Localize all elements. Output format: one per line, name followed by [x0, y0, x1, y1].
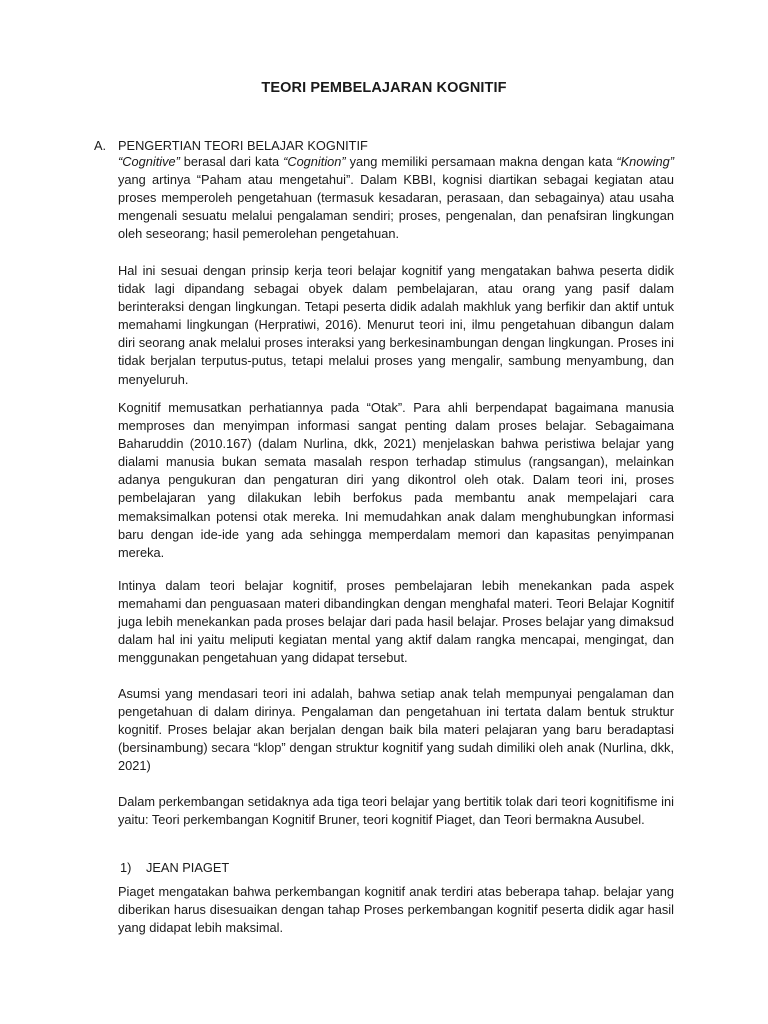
paragraph-text: yang artinya “Paham atau mengetahui”. Dalam KBBI, kognisi diartikan sebagai kegiatan atau proses memperoleh pengetahuan (termasuk kesadaran, perasaan, dan sebagainya) atau usaha mengenali sesuatu melalui pengalaman sendiri; proses, pengenalan, dan penafsiran lingkungan oleh seseorang; hasil pemerolehan pengetahuan.: [118, 172, 674, 242]
paragraph-brain: Kognitif memusatkan perhatiannya pada “Otak”. Para ahli berpendapat bagaimana manusia memproses dan menyimpan informasi sangat penting dalam proses belajar. Sebagaimana Baharuddin (2010.167) (dalam Nurlina, dkk, 2021) menjelaskan bahwa peristiwa belajar yang dialami manusia bukan semata masalah respon terhadap stimulus (rangsangan), melainkan adanya pengukuran dan pengaturan diri yang dikontrol oleh otak. Dalam teori ini, proses pembelajaran yang dilakukan lebih berfokus pada membantu anak mempelajari cara memaksimalkan potensi otak mereka. Ini memudahkan anak dalam menghubungkan informasi baru dengan ide-ide yang ada sehingga memperdalam memori dan kapasitas penyimpanan mereka.: [118, 400, 674, 560]
subheading-label: JEAN PIAGET: [146, 860, 230, 875]
paragraph-principle: Hal ini sesuai dengan prinsip kerja teori belajar kognitif yang mengatakan bahwa peserta didik tidak lagi dipandang sebagai obyek dalam pembelajaran, atau orang yang pasif dalam berinteraksi dengan lingkungan. Tetapi peserta didik adalah makhluk yang berfikir dan aktif untuk memahami lingkungan (Herpratiwi, 2016). Menurut teori ini, ilmu pengetahuan dibangun dalam diri seorang anak melalui proses interaksi yang berkesinambungan dengan lingkungan. Proses ini tidak berjalan terputus-putus, tetapi melalui proses yang mengalir, sambung menyambung, dan menyeluruh.: [118, 263, 674, 387]
paragraph-text: berasal dari kata: [179, 154, 284, 169]
subheading-number: 1): [120, 860, 132, 875]
section-letter: A.: [94, 138, 107, 153]
term-cognitive: “Cognitive”: [118, 154, 180, 169]
term-cognition: “Cognition”: [283, 154, 346, 169]
subheading-jean-piaget: [120, 859, 229, 877]
paragraph-essence: Intinya dalam teori belajar kognitif, proses pembelajaran lebih menekankan pada aspek memahami dan penguasaan materi dibandingkan dengan menghafal materi. Teori Belajar Kognitif juga lebih menekankan pada proses belajar dari pada hasil belajar. Proses belajar yang dimaksud dalam hal ini yaitu meliputi kegiatan mental yang aktif dalam rangka mencapai, mengingat, dan menggunakan pengetahuan yang didapat tersebut.: [118, 578, 674, 666]
paragraph-definition: [118, 153, 674, 243]
paragraph-assumption: Asumsi yang mendasari teori ini adalah, bahwa setiap anak telah mempunyai pengalaman dan pengetahuan di dalam dirinya. Pengalaman dan pengetahuan ini tertata dalam bentuk struktur kognitif. Proses belajar akan berjalan dengan baik bila materi pelajaran yang baru beradaptasi (bersinambung) secara “klop” dengan struktur kognitif yang sudah dimiliki oleh anak (Nurlina, dkk, 2021): [118, 686, 674, 774]
document-title: TEORI PEMBELAJARAN KOGNITIF: [261, 80, 507, 96]
term-knowing: “Knowing”: [616, 154, 674, 169]
section-heading-text: PENGERTIAN TEORI BELAJAR KOGNITIF: [118, 138, 368, 153]
paragraph-piaget: Piaget mengatakan bahwa perkembangan kognitif anak terdiri atas beberapa tahap. belajar yang diberikan harus disesuaikan dengan tahap Proses perkembangan kognitif peserta didik agar hasil yang didapat lebih maksimal.: [118, 884, 674, 936]
paragraph-text: yang memiliki persamaan makna dengan kata: [345, 154, 617, 169]
paragraph-three-theories: Dalam perkembangan setidaknya ada tiga teori belajar yang bertitik tolak dari teori kognitifisme ini yaitu: Teori perkembangan Kognitif Bruner, teori kognitif Piaget, dan Teori bermakna Ausubel.: [118, 794, 674, 828]
